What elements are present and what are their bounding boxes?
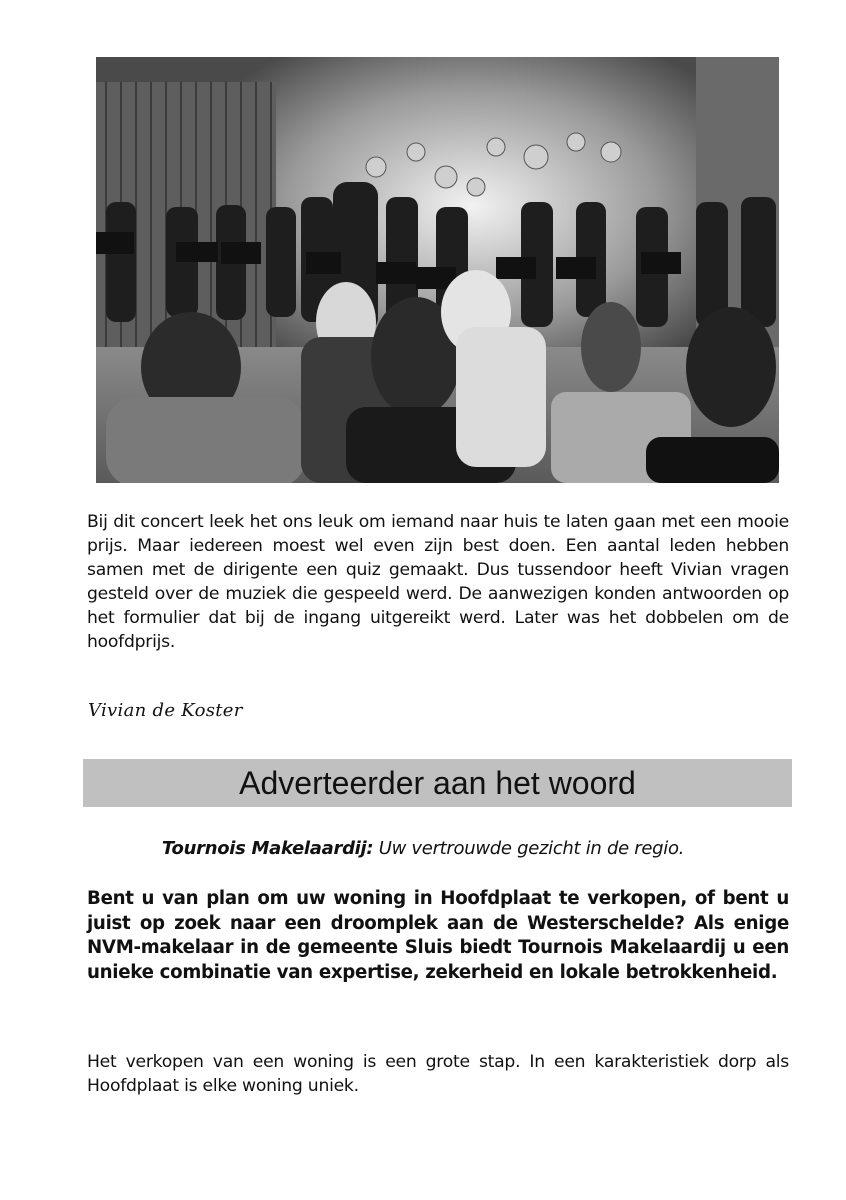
advertiser-intro: Bent u van plan om uw woning in Hoofdplaat te verkopen, of bent u juist op zoek naar een droomplek aan de Westerschelde? Als enige NVM-makelaar in de gemeente Sluis biedt Tournois Makelaardij u een unieke combinatie van expertise, zekerheid en lokale betrokkenheid. [87,888,789,983]
section-heading-banner [83,759,792,807]
concert-photo-illustration [96,57,779,483]
advertiser-tagline [0,838,846,859]
advertiser-name: Tournois Makelaardij: [161,838,374,859]
concert-photo [96,57,779,483]
author-signature: Vivian de Koster [88,700,243,721]
article-paragraph: Bij dit concert leek het ons leuk om iemand naar huis te laten gaan met een mooie prijs. Maar iedereen moest wel even zijn best doen. Een aantal leden hebben samen met de dirigente een quiz gemaakt. Dus tussendoor heeft Vivian vragen gesteld over de muziek die gespeeld werd. De aanwezigen konden antwoorden op het formulier dat bij de ingang uitgereikt werd. Later was het dobbelen om de hoofdprijs. [87,512,789,652]
section-heading: Adverteerder aan het woord [239,764,636,801]
tagline-text: Uw vertrouwde gezicht in de regio. [373,838,685,859]
advertiser-paragraph: Het verkopen van een woning is een grote stap. In een karakteristiek dorp als Hoofdplaat is elke woning uniek. [87,1052,789,1096]
